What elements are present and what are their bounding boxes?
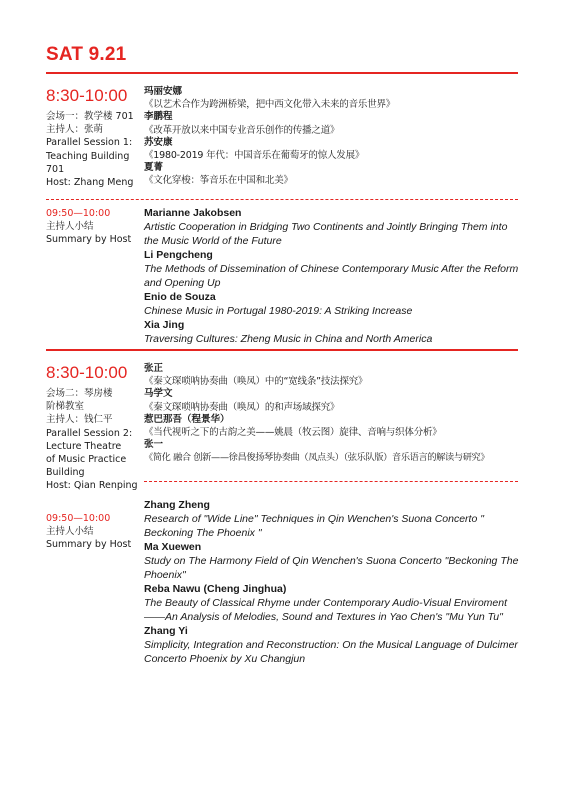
summary-label-en: Summary by Host (46, 234, 132, 246)
talk-title: 《改革开放以来中国专业音乐创作的传播之道》 (144, 124, 340, 136)
talk-title: 《以艺术合作为跨洲桥梁，把中西文化带入未来的音乐世界》 (144, 99, 396, 111)
talk-title: Study on The Harmony Field of Qin Wenchen's Suona Concerto "Beckoning The Phoenix" (144, 555, 519, 581)
summary-time: 09:50—10:00 (46, 208, 111, 219)
talk-title: Research of "Wide Line" Techniques in Qin Wenchen's Suona Concerto " Beckoning The Phoenix " (144, 513, 484, 539)
summary-label-cn: 主持人小结 (46, 526, 94, 538)
speaker-name: Reba Nawu (Cheng Jinghua) (144, 583, 287, 595)
talk-title: 《当代视听之下的古韵之美——姚晨（牧云图）旋律、音响与织体分析》 (144, 427, 442, 439)
summary-block (46, 207, 142, 247)
talk-title: 《文化穿梭：筝音乐在中国和北美》 (144, 175, 293, 187)
dashed-divider (46, 199, 518, 200)
venue-line: 主持人：钱仁平 (46, 414, 113, 426)
summary-block (46, 512, 142, 552)
talk-title: Traversing Cultures: Zheng Music in China and North America (144, 333, 433, 345)
talk-title: Artistic Cooperation in Bridging Two Continents and Jointly Bringing Them into the Music World of the Future (144, 221, 508, 247)
talk-title: The Methods of Dissemination of Chinese Contemporary Music After the Reform and Opening Up (144, 263, 519, 289)
summary-label-en: Summary by Host (46, 539, 132, 551)
talk-title: The Beauty of Classical Rhyme under Contemporary Audio-Visual Enviroment——An Analysis of Melodies, Sound and Textures in Yao Chen's "Mu Yun Tu" (144, 597, 508, 623)
speaker-name: 张正 (144, 363, 164, 374)
venue-line: Teaching Building (46, 150, 130, 162)
venue-line: 主持人：张萌 (46, 124, 104, 136)
en-talk-list (144, 498, 520, 666)
session-info (46, 363, 142, 493)
venue-info (46, 110, 142, 189)
speaker-name: 苏安康 (144, 136, 173, 148)
speaker-name: Ma Xuewen (144, 541, 202, 553)
talk-title: 《秦文琛唢呐协奏曲（唤凤）中的“宽线条”技法探究》 (144, 376, 368, 388)
speaker-name: Li Pengcheng (144, 249, 213, 261)
session-time: 8:30-10:00 (46, 86, 128, 105)
summary-label-cn: 主持人小结 (46, 221, 94, 233)
venue-line: Host: Qian Renping (46, 480, 138, 492)
cn-talk-list (144, 86, 520, 188)
speaker-name: 玛丽安娜 (144, 86, 183, 97)
venue-info (46, 387, 142, 493)
speaker-name: 张一 (144, 439, 164, 451)
talk-title: 《秦文琛唢呐协奏曲（唤凤）的和声场域探究》 (144, 401, 340, 413)
venue-line: Host: Zhang Meng (46, 177, 134, 189)
session-divider (46, 349, 518, 351)
venue-line: Building (46, 467, 85, 479)
top-divider (46, 72, 518, 74)
venue-line: 701 (46, 163, 65, 175)
speaker-name: 惹巴那吾（程景华） (144, 413, 230, 425)
talk-title: Simplicity, Integration and Reconstruction: On the Musical Language of Dulcimer Concerto Phoenix by Xu Changjun (144, 639, 518, 665)
talk-title: 《1980-2019 年代：中国音乐在葡萄牙的惊人发展》 (144, 150, 365, 162)
speaker-name: Zhang Zheng (144, 499, 210, 511)
session-info (46, 86, 142, 189)
session-time: 8:30-10:00 (46, 363, 128, 382)
dashed-divider (144, 481, 518, 482)
speaker-name: 夏菁 (144, 162, 164, 174)
talk-title: 《简化 融合 创新——徐昌俊扬琴协奏曲（凤点头）（弦乐队版）音乐语言的解读与研究》 (144, 452, 490, 464)
venue-line: Parallel Session 2: (46, 427, 133, 439)
venue-line: 会场二：琴房楼 (46, 388, 113, 399)
speaker-name: 李鹏程 (144, 111, 173, 123)
speaker-name: Xia Jing (144, 319, 185, 331)
venue-line: 阶梯教室 (46, 401, 85, 413)
speaker-name: Enio de Souza (144, 291, 216, 303)
cn-talk-list (144, 363, 520, 465)
venue-line: Parallel Session 1: (46, 137, 133, 149)
talk-title: Chinese Music in Portugal 1980-2019: A Striking Increase (144, 305, 413, 317)
speaker-name: Zhang Yi (144, 625, 188, 637)
summary-time: 09:50—10:00 (46, 513, 111, 524)
en-talk-list (144, 206, 520, 346)
day-title: SAT 9.21 (46, 44, 127, 65)
speaker-name: 马学文 (144, 388, 173, 400)
venue-line: Lecture Theatre (46, 440, 122, 452)
venue-line: 会场一：教学楼 701 (46, 111, 134, 122)
speaker-name: Marianne Jakobsen (144, 207, 242, 219)
venue-line: of Music Practice (46, 454, 127, 466)
